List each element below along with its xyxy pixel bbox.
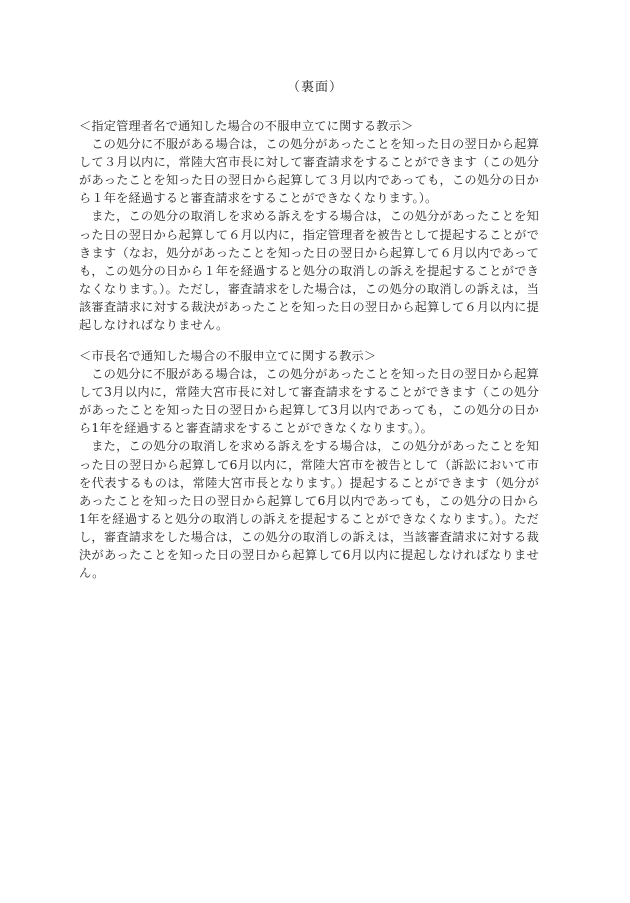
page-title: （裏面） (286, 80, 343, 95)
section-designated-manager (79, 117, 539, 334)
paragraph-appeal-notice: この処分に不服がある場合は，この処分があったことを知った日の翌日から起算して3月以内に，常陸大宮市長に対して審査請求をすることができます（この処分があったことを知った日の翌日から起算して3月以内であっても，この処分の日から1年を経過すると審査請求をすることができなくなります。）。 (79, 367, 539, 436)
section-heading: ＜市長名で通知した場合の不服申立てに関する教示＞ (79, 349, 377, 363)
paragraph-revocation-suit: また，この処分の取消しを求める訴えをする場合は，この処分があったことを知った日の翌日から起算して6月以内に，常陸大宮市を被告として（訴訟において市を代表するものは，常陸大宮市長となります。）提起することができます（処分があったことを知った日の翌日から起算して6月以内であっても，この処分の日から1年を経過すると処分の取消しの訴えを提起することができなくなります。）。ただし，審査請求をした場合は，この処分の取消しの訴えは，当該審査請求に対する裁決があったことを知った日の翌日から起算して6月以内に提起しなければなりません。 (79, 439, 539, 581)
section-mayor (79, 347, 539, 582)
section-heading: ＜指定管理者名で通知した場合の不服申立てに関する教示＞ (79, 119, 414, 133)
paragraph-appeal-notice: この処分に不服がある場合は，この処分があったことを知った日の翌日から起算して３月以内に，常陸大宮市長に対して審査請求をすることができます（この処分があったことを知った日の翌日から起算して３月以内であっても，この処分の日から１年を経過すると審査請求をすることができなくなります。）。 (79, 137, 539, 206)
paragraph-revocation-suit: また，この処分の取消しを求める訴えをする場合は，この処分があったことを知った日の翌日から起算して６月以内に，指定管理者を被告として提起することができます（なお，処分があったことを知った日の翌日から起算して６月以内であっても，この処分の日から１年を経過すると処分の取消しの訴えを提起することができなくなります。）。ただし，審査請求をした場合は，この処分の取消しの訴えは，当該審査請求に対する裁決があったことを知った日の翌日から起算して６月以内に提起しなければなりません。 (79, 209, 539, 333)
